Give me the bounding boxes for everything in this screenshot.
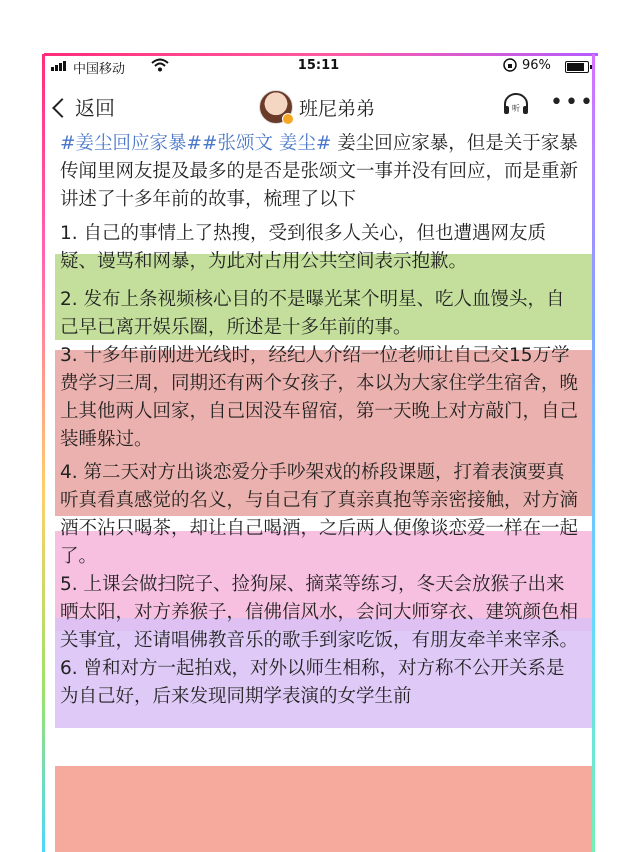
hashtag-link[interactable]: #姜尘回应家暴##张颂文 姜尘# [60, 133, 332, 154]
headphones-icon[interactable] [502, 92, 530, 116]
rotation-lock-icon [502, 57, 518, 73]
battery-percent: 96% [522, 58, 551, 73]
nav-bar [45, 86, 595, 130]
list-item: 5. 上课会做扫院子、捡狗屎、摘菜等练习，冬天会放猴子出来晒太阳，对方养猴子，信佛信风水，会问大师穿衣、建筑颜色相关事宜，还请唱佛教音乐的歌手到家吃饭，有朋友牵羊来宰杀。 [60, 574, 579, 651]
page-title[interactable]: 班尼弟弟 [299, 98, 376, 120]
back-button[interactable] [55, 92, 115, 121]
list-item: 6. 曾和对方一起拍戏，对外以师生相称，对方称不公开关系是为自己好，后来发现同期学表演的女学生前 [60, 658, 565, 707]
list-item: 1. 自己的事情上了热搜，受到很多人关心，但也遭遇网友质疑、谩骂和网暴，为此对占用公共空间表示抱歉。 [60, 223, 547, 272]
battery-icon [565, 61, 589, 73]
status-time: 15:11 [297, 58, 340, 73]
post-intro [60, 130, 580, 214]
post-content [60, 130, 580, 711]
list-item: 3. 十多年前刚进光线时，经纪人介绍一位老师让自己交15万学费学习三周，同期还有两个女孩子，本以为大家住学生宿舍，晚上其他两人回家，自己因没车留宿，第一天晚上对方敲门，自己装睡躲过。 [60, 345, 579, 450]
phone-screen [45, 56, 595, 852]
back-label: 返回 [75, 96, 115, 120]
intro-text: 姜尘回应家暴，但是关于家暴传闻里网友提及最多的是否是张颂文一事并没有回应，而是重新讲述了十多年前的故事，梳理了以下 [60, 133, 579, 210]
avatar[interactable] [259, 90, 293, 124]
status-bar [45, 56, 592, 78]
list-item: 4. 第二天对方出谈恋爱分手吵架戏的桥段课题，打着表演要真听真看真感觉的名义，与自己有了真亲真抱等亲密接触，对方滴酒不沾只喝茶，却让自己喝酒，之后两人便像谈恋爱一样在一起了。 [60, 462, 579, 567]
chevron-left-icon [52, 98, 72, 118]
decor-right-stroke [592, 54, 595, 852]
more-button[interactable]: ••• [550, 90, 595, 115]
svg-text:听: 听 [512, 104, 520, 113]
highlight-salmon [55, 766, 592, 852]
carrier-label: 中国移动 [73, 62, 126, 77]
list-item: 2. 发布上条视频核心目的不是曝光某个明星、吃人血馒头，自己早已离开娱乐圈，所述是十多年前的事。 [60, 289, 565, 338]
